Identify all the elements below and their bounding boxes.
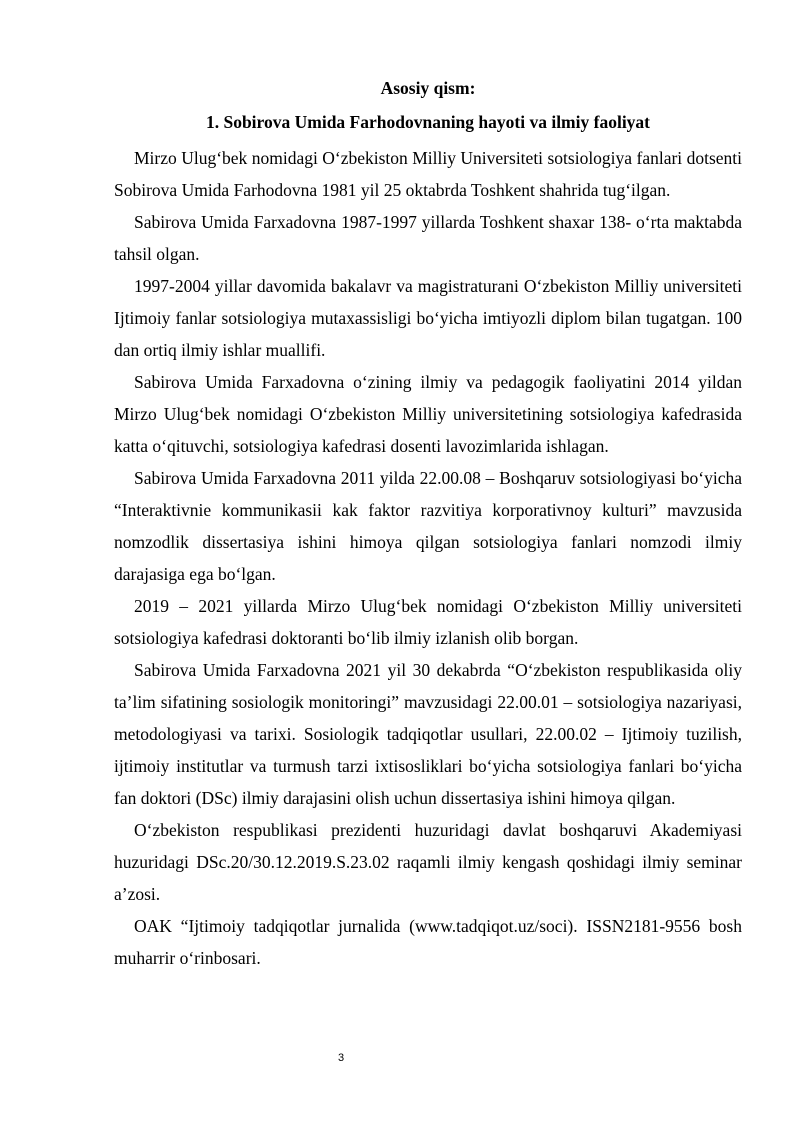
paragraph-candidate-dissertation: Sabirova Umida Farxadovna 2011 yilda 22.00.08 – Boshqaruv sotsiologiyasi bo‘yicha “Interaktivnie kommunikasii kak faktor razvitiya korporativnoy kulturi” mavzusida nomzodlik dissertasiya ishini himoya qilgan sotsiologiya fanlari nomzodi ilmiy darajasiga ega bo‘lgan. xyxy=(114,468,742,584)
section-title: Asosiy qism: xyxy=(380,78,476,98)
page-number: 3 xyxy=(337,1052,345,1064)
subsection-title: 1. Sobirova Umida Farhodovnaning hayoti va ilmiy faoliyat xyxy=(205,112,651,132)
paragraph-journal-editor: OAK “Ijtimoiy tadqiqotlar jurnalida (www.tadqiqot.uz/soci). ISSN2181-9556 bosh muharrir o‘rinbosari. xyxy=(114,916,742,968)
paragraph-seminar-member: O‘zbekiston respublikasi prezidenti huzuridagi davlat boshqaruvi Akademiyasi huzuridagi DSc.20/30.12.2019.S.23.02 raqamli ilmiy kengash qoshidagi ilmiy seminar a’zosi. xyxy=(114,820,742,904)
paragraph-school: Sabirova Umida Farxadovna 1987-1997 yillarda Toshkent shaxar 138- o‘rta maktabda tahsil olgan. xyxy=(114,212,742,264)
paragraph-education: 1997-2004 yillar davomida bakalavr va magistraturani O‘zbekiston Milliy universiteti Ijtimoiy fanlar sotsiologiya mutaxassisligi bo‘yicha imtiyozli diplom bilan tugatgan. 100 dan ortiq ilmiy ishlar muallifi. xyxy=(114,276,742,360)
paragraph-birth: Mirzo Ulug‘bek nomidagi O‘zbekiston Milliy Universiteti sotsiologiya fanlari dotsenti Sobirova Umida Farhodovna 1981 yil 25 oktabrda Toshkent shahrida tug‘ilgan. xyxy=(114,148,742,200)
document-page xyxy=(114,76,742,974)
paragraph-career: Sabirova Umida Farxadovna o‘zining ilmiy va pedagogik faoliyatini 2014 yildan Mirzo Ulug‘bek nomidagi O‘zbekiston Milliy universitetining sotsiologiya kafedrasida katta o‘qituvchi, sotsiologiya kafedrasi dosenti lavozimlarida ishlagan. xyxy=(114,372,742,456)
paragraph-doctoral-studies: 2019 – 2021 yillarda Mirzo Ulug‘bek nomidagi O‘zbekiston Milliy universiteti sotsiologiya kafedrasi doktoranti bo‘lib ilmiy izlanish olib borgan. xyxy=(114,596,742,648)
paragraph-doctoral-dissertation: Sabirova Umida Farxadovna 2021 yil 30 dekabrda “O‘zbekiston respublikasida oliy ta’lim sifatining sosiologik monitoringi” mavzusidagi 22.00.01 – sotsiologiya nazariyasi, metodologiyasi va tarixi. Sosiologik tadqiqotlar usullari, 22.00.02 – Ijtimoiy tuzilish, ijtimoiy institutlar va turmush tarzi ixtisosliklari bo‘yicha sotsiologiya fanlari bo‘yicha fan doktori (DSc) ilmiy darajasini olish uchun dissertasiya ishini himoya qilgan. xyxy=(114,660,742,808)
